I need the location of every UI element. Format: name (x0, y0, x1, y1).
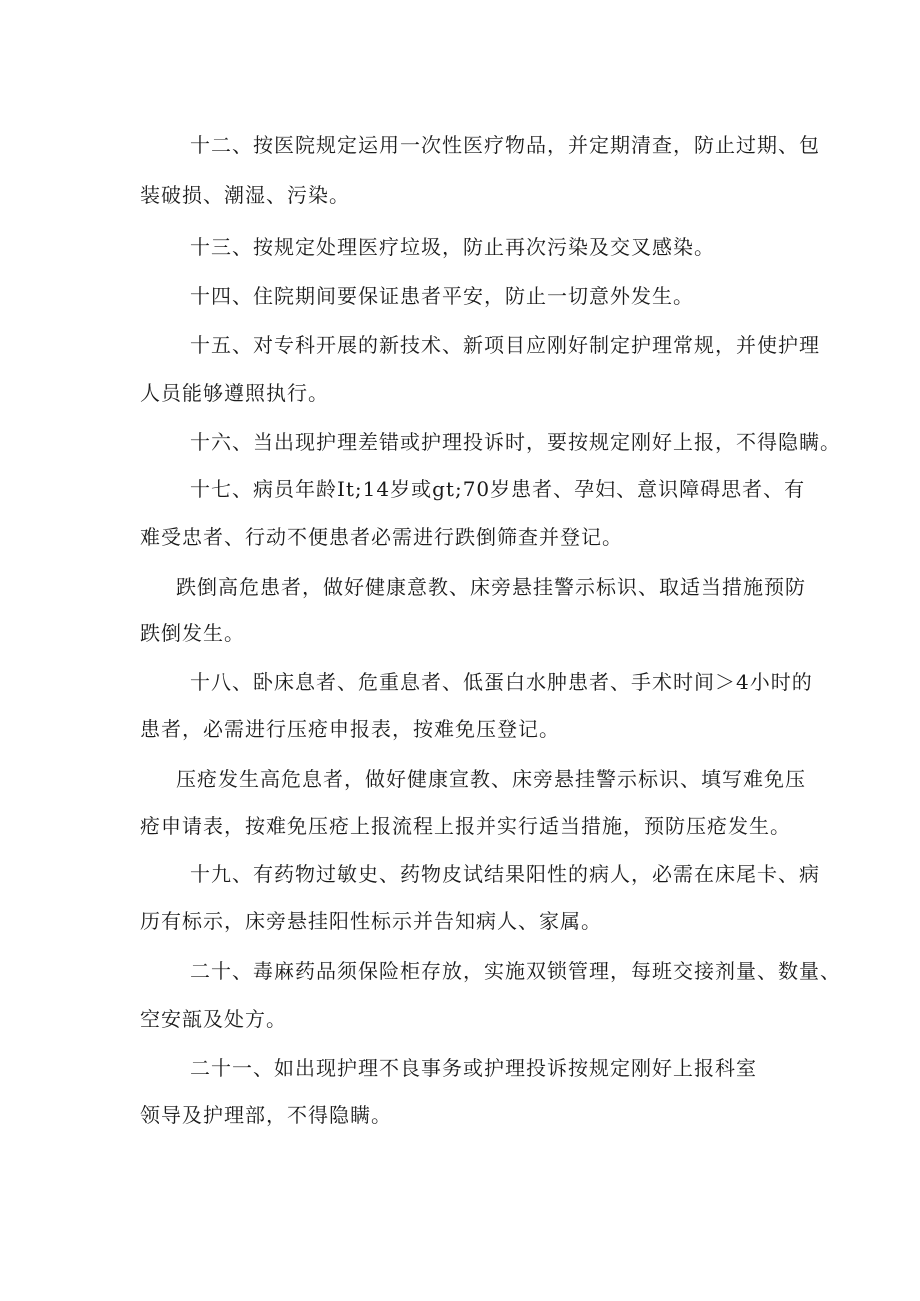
paragraph-12-line-1: 十二、按医院规定运用一次性医疗物品，并定期清查，防止过期、包 (190, 133, 820, 157)
paragraph-21-line-2: 领导及护理部，不得隐瞒。 (140, 1103, 392, 1127)
paragraph-19-line-2: 历有标示，床旁悬挂阳性标示并告知病人、家属。 (140, 909, 602, 933)
paragraph-18b-line-1: 压疮发生高危息者，做好健康宣教、床旁悬挂警示标识、填写难免压 (176, 767, 806, 791)
paragraph-17b-line-2: 跌倒发生。 (140, 621, 245, 645)
paragraph-15-line-2: 人员能够遵照执行。 (140, 381, 329, 405)
paragraph-17b-line-1: 跌倒高危患者，做好健康意教、床旁悬挂警示标识、取适当措施预防 (176, 575, 806, 599)
paragraph-20-line-1: 二十、毒麻药品须保险柜存放，实施双锁管理，每班交接剂量、数量、 (190, 959, 841, 983)
paragraph-15-line-1: 十五、对专科开展的新技术、新项目应刚好制定护理常规，并使护理 (190, 333, 820, 357)
paragraph-18-line-1: 十八、卧床息者、危重息者、低蛋白水肿患者、手术时间＞4小时的 (190, 670, 813, 694)
paragraph-19-line-1: 十九、有药物过敏史、药物皮试结果阳性的病人，必需在床尾卡、病 (190, 862, 820, 886)
paragraph-17-line-1: 十七、病员年龄It;14岁或gt;70岁患者、孕妇、意识障碍思者、有 (190, 477, 806, 501)
paragraph-18-line-2: 患者，必需进行压疮申报表，按难免压登记。 (140, 717, 560, 741)
paragraph-18b-line-2: 疮申请表，按难免压疮上报流程上报并实行适当措施，预防压疮发生。 (140, 814, 791, 838)
paragraph-12-line-2: 装破损、潮湿、污染。 (140, 183, 350, 207)
paragraph-20-line-2: 空安瓿及处方。 (140, 1007, 287, 1031)
paragraph-16: 十六、当出现护理差错或护理投诉时，要按规定刚好上报，不得隐瞒。 (190, 430, 841, 454)
paragraph-21-line-1: 二十一、如出现护理不良事务或护理投诉按规定刚好上报科室 (190, 1056, 757, 1080)
paragraph-13: 十三、按规定处理医疗垃圾，防止再次污染及交叉感染。 (190, 235, 715, 259)
paragraph-14: 十四、住院期间要保证患者平安，防止一切意外发生。 (190, 284, 694, 308)
paragraph-17-line-2: 难受忠者、行动不便患者必需进行跌倒筛查并登记。 (140, 525, 623, 549)
